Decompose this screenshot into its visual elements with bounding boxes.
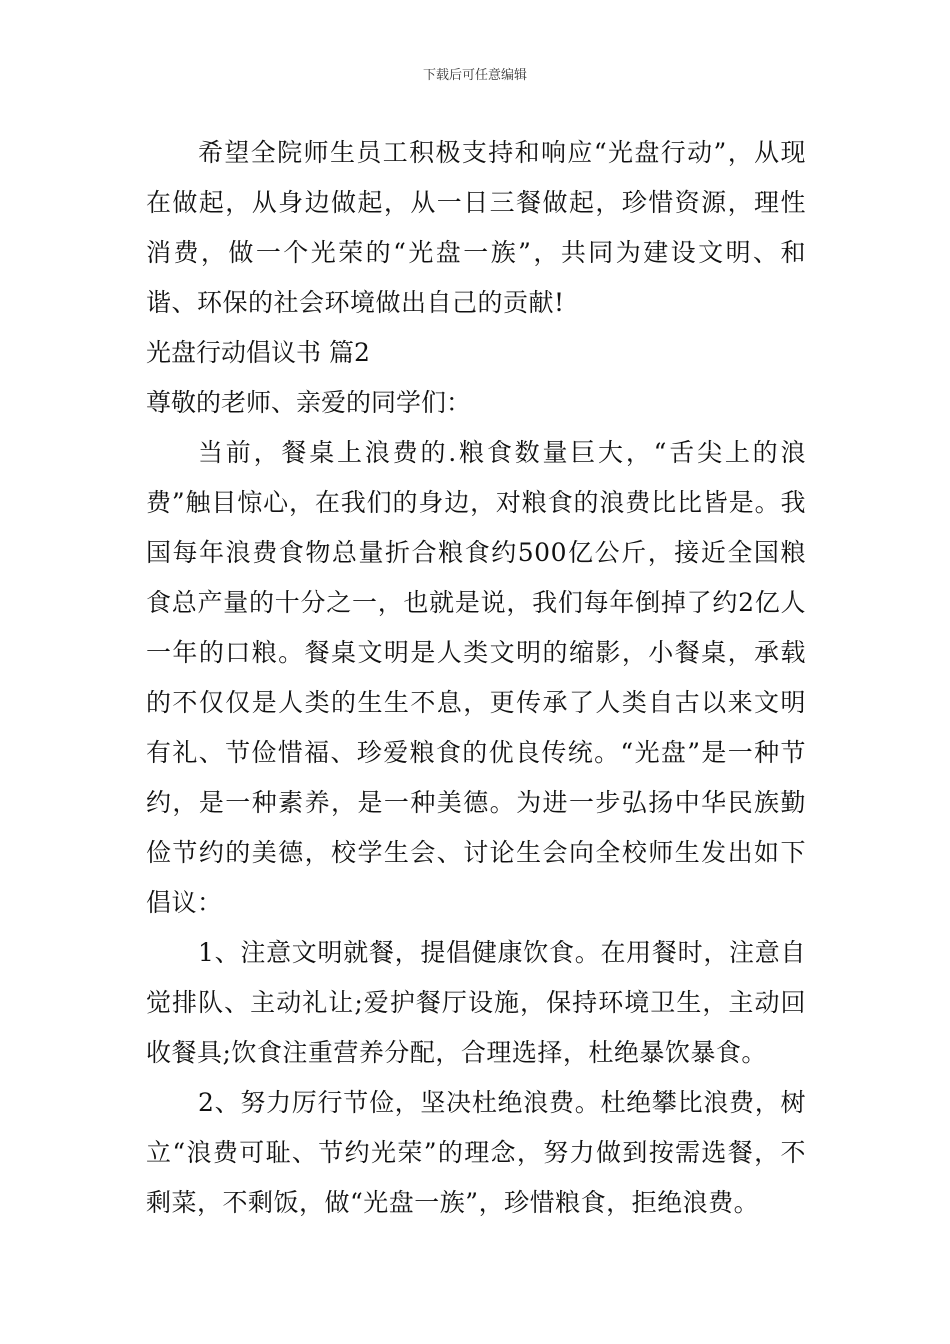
section-heading: 光盘行动倡议书 篇2 xyxy=(146,338,370,367)
paragraph-item-2: 2、努力厉行节俭，坚决杜绝浪费。杜绝攀比浪费，树立“浪费可耻、节约光荣”的理念，努力做到按需选餐，不剩菜，不剩饭，做“光盘一族”，珍惜粮食，拒绝浪费。 xyxy=(146,1088,806,1217)
page-header-note: 下载后可任意编辑 xyxy=(422,68,527,83)
salutation: 尊敬的老师、亲爱的同学们： xyxy=(146,388,472,417)
paragraph-closing: 希望全院师生员工积极支持和响应“光盘行动”，从现在做起，从身边做起，从一日三餐做起，珍惜资源，理性消费，做一个光荣的“光盘一族”，共同为建设文明、和谐、环保的社会环境做出自己的贡献! xyxy=(146,138,806,317)
document-body xyxy=(146,128,806,1228)
paragraph-item-1: 1、注意文明就餐，提倡健康饮食。在用餐时，注意自觉排队、主动礼让;爱护餐厅设施，保持环境卫生，主动回收餐具;饮食注重营养分配，合理选择，杜绝暴饮暴食。 xyxy=(146,938,806,1067)
paragraph-intro: 当前，餐桌上浪费的.粮食数量巨大，“舌尖上的浪费”触目惊心，在我们的身边，对粮食的浪费比比皆是。我国每年浪费食物总量折合粮食约500亿公斤，接近全国粮食总产量的十分之一，也就是说，我们每年倒掉了约2亿人一年的口粮。餐桌文明是人类文明的缩影，小餐桌，承载的不仅仅是人类的生生不息，更传承了人类自古以来文明有礼、节俭惜福、珍爱粮食的优良传统。“光盘”是一种节约，是一种素养，是一种美德。为进一步弘扬中华民族勤俭节约的美德，校学生会、讨论生会向全校师生发出如下倡议： xyxy=(146,438,806,917)
